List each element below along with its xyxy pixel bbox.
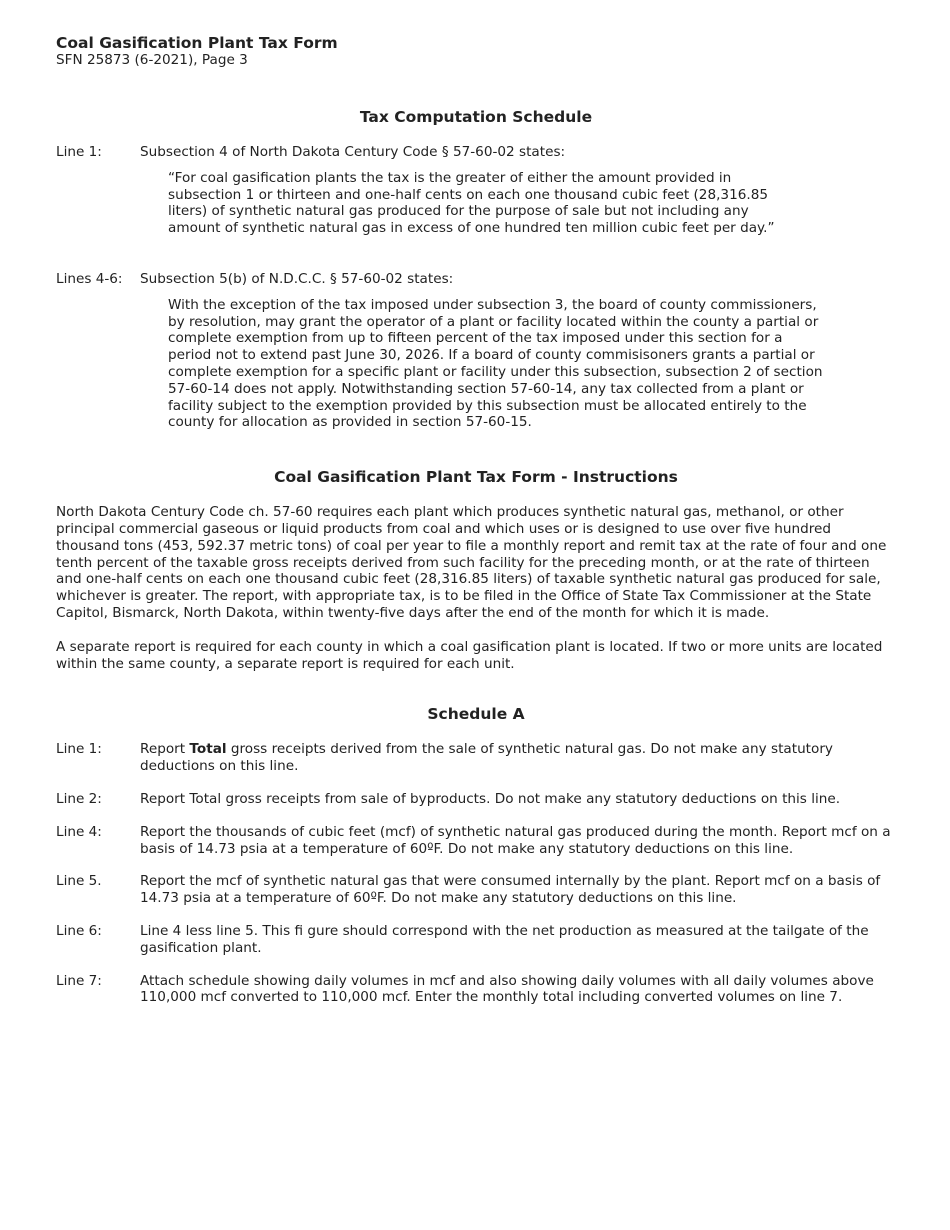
schedule-a-line-6-text: Line 4 less line 5. This fi gure should correspond with the net production as measured at the tailgate of the gasification plant.	[140, 922, 869, 956]
document-page	[56, 34, 896, 1006]
schedule-a-line-7-label: Line 7:	[56, 972, 102, 989]
schedule-a-line-4-text: Report the thousands of cubic feet (mcf) of synthetic natural gas produced during the month. Report mcf on a basis of 14.73 psia at a temperature of 60ºF. Do not make any statutory deductions on this line.	[140, 823, 891, 857]
tax-computation-heading: Tax Computation Schedule	[359, 108, 593, 126]
schedule-a-line-1-text	[140, 741, 896, 775]
tax-line-1-label: Line 1:	[56, 144, 102, 160]
tax-line-1-intro: Subsection 4 of North Dakota Century Code § 57-60-02 states:	[140, 144, 566, 160]
schedule-a-line-2	[56, 791, 896, 808]
document-title: Coal Gasification Plant Tax Form	[56, 34, 338, 52]
schedule-a-line-1-bold: Total	[189, 741, 227, 758]
tax-lines-4-6-intro: Subsection 5(b) of N.D.C.C. § 57-60-02 states:	[140, 270, 454, 287]
schedule-a-line-1-suffix: gross receipts derived from the sale of synthetic natural gas. Do not make any statutory deductions on this line.	[140, 741, 833, 775]
schedule-a-line-5-label: Line 5.	[56, 873, 102, 890]
tax-line-1-quote: “For coal gasification plants the tax is the greater of either the amount provided in subsection 1 or thirteen and one-half cents on each one thousand cubic feet (28,316.85 liters) of synthetic natural gas produced for the purpose of sale but not including any amount of synthetic natural gas in excess of one hundred ten million cubic feet per day.”	[168, 169, 775, 237]
schedule-a-line-2-label: Line 2:	[56, 790, 102, 807]
schedule-a-line-6-label: Line 6:	[56, 922, 102, 939]
schedule-a-line-2-text: Report Total gross receipts from sale of byproducts. Do not make any statutory deductions on this line.	[140, 790, 841, 807]
schedule-a-line-5-text: Report the mcf of synthetic natural gas that were consumed internally by the plant. Report mcf on a basis of 14.73 psia at a temperature of 60ºF. Do not make any statutory deductions on this line.	[140, 873, 881, 907]
schedule-a-line-4-label: Line 4:	[56, 823, 102, 840]
schedule-a-line-5	[56, 873, 896, 907]
tax-lines-4-6	[56, 271, 896, 288]
schedule-a-line-1	[56, 741, 896, 775]
instructions-paragraph-1: North Dakota Century Code ch. 57-60 requires each plant which produces synthetic natural gas, methanol, or other principal commercial gaseous or liquid products from coal and which uses or is designed to use over five hundred thousand tons (453, 592.37 metric tons) of coal per year to file a monthly report and remit tax at the rate of four and one tenth percent of the taxable gross receipts derived from such facility for the preceding month, or at the rate of thirteen and one-half cents on each one thousand cubic feet (28,316.85 liters) of taxable synthetic natural gas produced for sale, whichever is greater. The report, with appropriate tax, is to be filed in the Office of State Tax Commissioner at the State Capitol, Bismarck, North Dakota, within twenty-five days after the end of the month for which it is made.	[56, 504, 887, 621]
schedule-a-line-1-prefix: Report	[140, 741, 190, 758]
instructions-heading: Coal Gasification Plant Tax Form - Instructions	[274, 468, 678, 487]
schedule-a-line-7	[56, 973, 896, 1007]
schedule-a-heading: Schedule A	[427, 705, 525, 724]
schedule-a-line-4	[56, 824, 896, 858]
tax-line-1	[56, 144, 896, 161]
tax-lines-4-6-label: Lines 4-6:	[56, 270, 123, 287]
schedule-a-line-6	[56, 923, 896, 957]
instructions-paragraph-2: A separate report is required for each county in which a coal gasification plant is located. If two or more units are located within the same county, a separate report is required for each unit.	[56, 638, 883, 672]
schedule-a-line-1-label: Line 1:	[56, 741, 102, 758]
tax-lines-4-6-quote: With the exception of the tax imposed under subsection 3, the board of county commissioners, by resolution, may grant the operator of a plant or facility located within the county a partial or complete exemption from up to fifteen percent of the tax imposed under this section for a period not to extend past June 30, 2026. If a board of county commisisoners grants a partial or complete exemption for a specific plant or facility under this subsection, subsection 2 of section 57-60-14 does not apply. Notwithstanding section 57-60-14, any tax collected from a plant or facility subject to the exemption provided by this subsection must be allocated entirely to the county for allocation as provided in section 57-60-15.	[168, 296, 823, 431]
form-number: SFN 25873 (6-2021), Page 3	[56, 52, 248, 68]
schedule-a-line-7-text: Attach schedule showing daily volumes in mcf and also showing daily volumes with all daily volumes above 110,000 mcf converted to 110,000 mcf. Enter the monthly total including converted volumes on line 7.	[140, 972, 874, 1006]
